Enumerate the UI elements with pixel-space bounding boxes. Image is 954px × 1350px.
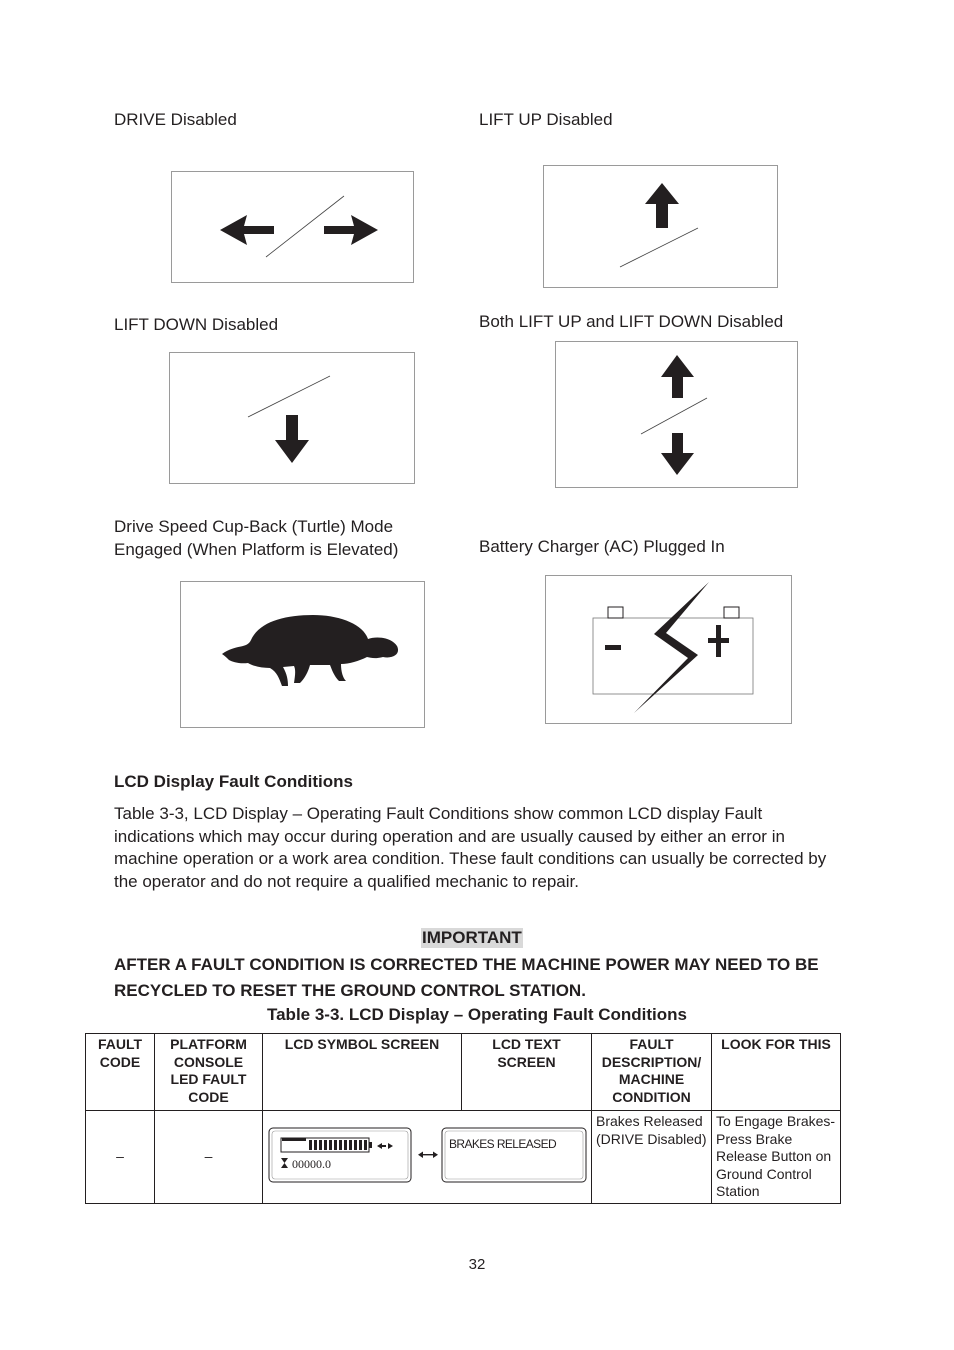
drive-disabled-icon (172, 172, 413, 282)
header-description: FAULT DESCRIPTION/ MACHINE CONDITION (592, 1034, 712, 1111)
table-row (86, 1111, 841, 1204)
turtle-mode-caption-line2: Engaged (When Platform is Elevated) (114, 540, 399, 559)
turtle-mode-panel (180, 581, 425, 728)
lift-down-disabled-icon (170, 353, 414, 483)
both-lift-disabled-caption: Both LIFT UP and LIFT DOWN Disabled (479, 312, 784, 331)
section-paragraph: Table 3-3, LCD Display – Operating Fault Conditions show common LCD display Fault indications which may occur during operation and are usually caused by either an error in machine operation or a work area condition. These fault conditions can usually be corrected by the operator and do not require a qualified mechanic to repair. (114, 804, 827, 891)
cell-fault-code: – (86, 1111, 155, 1204)
important-label: IMPORTANT (422, 928, 522, 947)
charger-panel (545, 575, 792, 724)
both-lift-disabled-panel (555, 341, 798, 488)
drive-disabled-caption: DRIVE Disabled (114, 110, 237, 129)
header-fault-code: FAULT CODE (86, 1034, 155, 1111)
lift-down-disabled-panel (169, 352, 415, 484)
cell-lcd-screens (263, 1111, 592, 1204)
header-led-code: PLATFORM CONSOLE LED FAULT CODE (155, 1034, 263, 1111)
lift-up-disabled-caption: LIFT UP Disabled (479, 110, 613, 129)
page-number: 32 (468, 1256, 486, 1273)
important-warning: AFTER A FAULT CONDITION IS CORRECTED THE MACHINE POWER MAY NEED TO BE RECYCLED TO RESET THE GROUND CONTROL STATION. (114, 955, 819, 1000)
cell-look-for: To Engage Brakes-Press Brake Release Button on Ground Control Station (712, 1111, 841, 1204)
lcd-counter: 00000.0 (292, 1157, 331, 1171)
lift-down-disabled-caption: LIFT DOWN Disabled (114, 315, 279, 334)
cell-led-code: – (155, 1111, 263, 1204)
lcd-screens-graphic (263, 1111, 592, 1202)
table-caption: Table 3-3. LCD Display – Operating Fault Conditions (266, 1005, 687, 1024)
table-header-row (86, 1034, 841, 1111)
section-heading: LCD Display Fault Conditions (114, 772, 353, 791)
double-arrow-icon (418, 1152, 438, 1159)
header-symbol-screen: LCD SYMBOL SCREEN (263, 1034, 462, 1111)
lift-up-disabled-panel (543, 165, 778, 288)
header-look-for: LOOK FOR THIS (712, 1034, 841, 1111)
fault-table (85, 1033, 841, 1204)
turtle-mode-caption-line1: Drive Speed Cup-Back (Turtle) Mode (114, 517, 394, 536)
lift-up-down-disabled-icon (556, 342, 797, 487)
charger-caption: Battery Charger (AC) Plugged In (479, 537, 725, 556)
battery-charger-icon (546, 576, 791, 723)
drive-disabled-panel (171, 171, 414, 283)
lcd-text: BRAKES RELEASED (449, 1137, 557, 1151)
turtle-icon (181, 582, 424, 727)
header-text-screen: LCD TEXT SCREEN (462, 1034, 592, 1111)
cell-description: Brakes Released (DRIVE Disabled) (592, 1111, 712, 1204)
lift-up-disabled-icon (544, 166, 777, 287)
